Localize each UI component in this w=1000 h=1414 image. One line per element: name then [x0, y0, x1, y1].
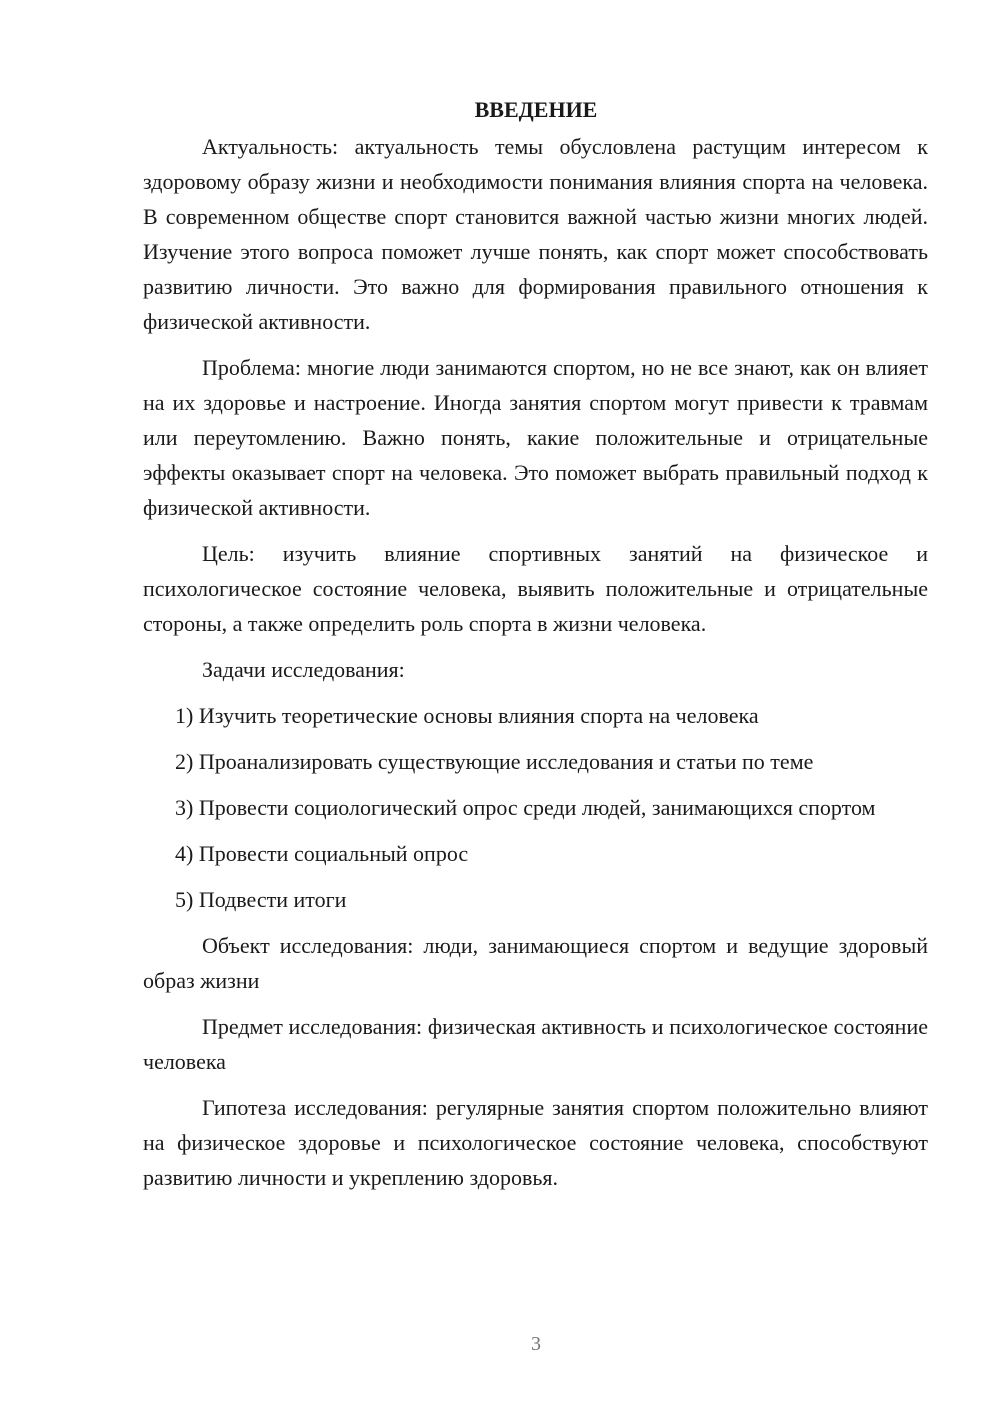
task-item-4: 4) Провести социальный опрос	[175, 841, 469, 866]
task-item-5: 5) Подвести итоги	[175, 887, 347, 912]
paragraph-gap	[143, 1079, 928, 1090]
tasks-title: Задачи исследования:	[202, 657, 405, 682]
paragraph-hypothesis: Гипотеза исследования: регулярные занятия спортом положительно влияют на физическое здоровье и психологическое состояние человека, способствуют развитию личности и укреплению здоровья.	[143, 1095, 928, 1190]
paragraph-gap	[143, 641, 928, 652]
task-item-3: 3) Провести социологический опрос среди людей, занимающихся спортом	[175, 795, 876, 820]
paragraph-gap	[143, 687, 928, 698]
task-item-2: 2) Проанализировать существующие исследования и статьи по теме	[175, 749, 814, 774]
paragraph-gap	[143, 525, 928, 536]
paragraph-gap	[143, 871, 928, 882]
paragraph-gap	[143, 733, 928, 744]
paragraph-gap	[143, 779, 928, 790]
page-number: 3	[531, 1333, 541, 1355]
paragraph-goal: Цель: изучить влияние спортивных занятий на физическое и психологическое состояние человека, выявить положительные и отрицательные стороны, а также определить роль спорта в жизни человека.	[143, 541, 928, 636]
task-item-1: 1) Изучить теоретические основы влияния спорта на человека	[175, 703, 759, 728]
paragraph-relevance: Актуальность: актуальность темы обусловлена растущим интересом к здоровому образу жизни и необходимости понимания влияния спорта на человека. В современном обществе спорт становится важной частью жизни многих людей. Изучение этого вопроса поможет лучше понять, как спорт может способствовать развитию личности. Это важно для формирования правильного отношения к физической активности.	[143, 134, 928, 334]
paragraph-subject: Предмет исследования: физическая активность и психологическое состояние человека	[143, 1014, 928, 1074]
page-content	[143, 92, 928, 1195]
paragraph-gap	[143, 917, 928, 928]
paragraph-problem: Проблема: многие люди занимаются спортом, но не все знают, как он влияет на их здоровье и настроение. Иногда занятия спортом могут привести к травмам или переутомлению. Важно понять, какие положительные и отрицательные эффекты оказывает спорт на человека. Это поможет выбрать правильный подход к физической активности.	[143, 355, 928, 520]
section-heading: ВВЕДЕНИЕ	[474, 97, 598, 122]
paragraph-gap	[143, 825, 928, 836]
paragraph-gap	[143, 339, 928, 350]
paragraph-gap	[143, 998, 928, 1009]
paragraph-object: Объект исследования: люди, занимающиеся спортом и ведущие здоровый образ жизни	[143, 933, 928, 993]
